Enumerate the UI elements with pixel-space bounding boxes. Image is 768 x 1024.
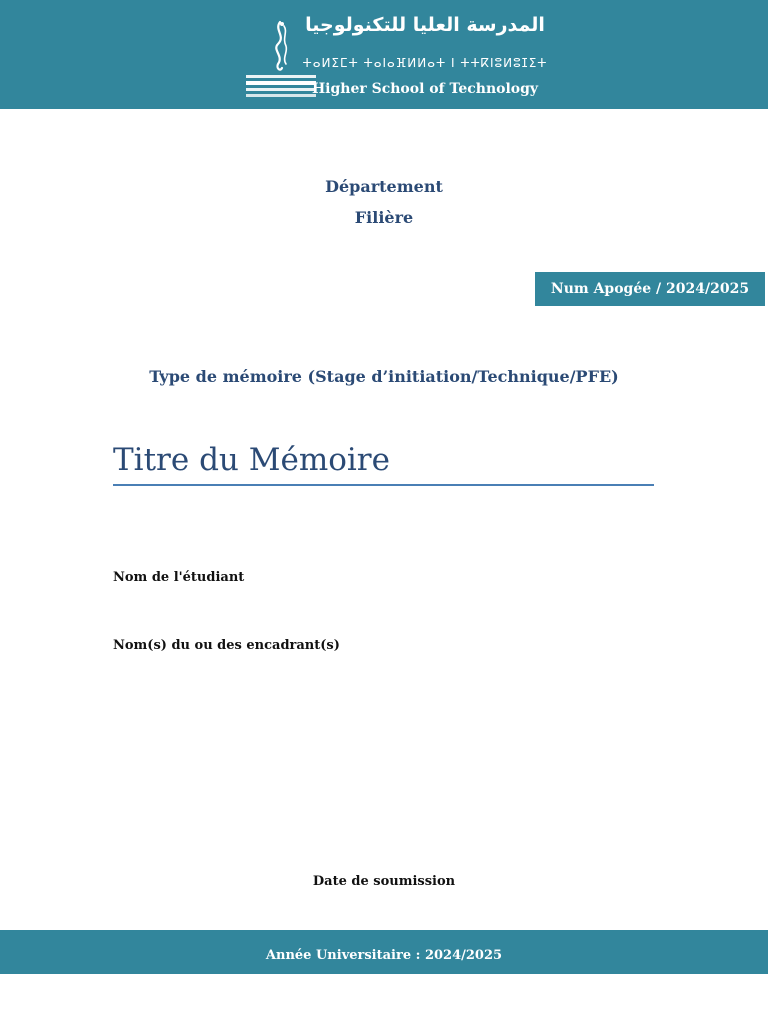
footer-banner [0,930,768,974]
apogee-badge: Num Apogée / 2024/2025 [535,272,765,306]
department-label: Département [325,177,443,196]
school-name-tifinagh: ⵜⴰⵍⵉⵎⵜ ⵜⴰⵏⴰⴼⵍⵍⴰⵜ ⵏ ⵜⵜⴽⵏⵓⵍⵓⵊⵉⵜ [302,56,548,70]
submission-date-label: Date de soumission [312,874,456,889]
academic-year-label: Année Universitaire : 2024/2025 [265,948,503,963]
school-name-english: Higher School of Technology [311,81,539,97]
supervisors-label: Nom(s) du ou des encadrant(s) [113,638,340,653]
memoire-type-label: Type de mémoire (Stage d’initiation/Technique/PFE) [149,367,619,386]
school-name-arabic: المدرسة العليا للتكنولوجيا [305,14,545,36]
memoire-title: Titre du Mémoire [113,440,654,486]
student-name-label: Nom de l'étudiant [113,570,245,585]
filiere-label: Filière [354,208,414,227]
header-banner [0,0,768,109]
